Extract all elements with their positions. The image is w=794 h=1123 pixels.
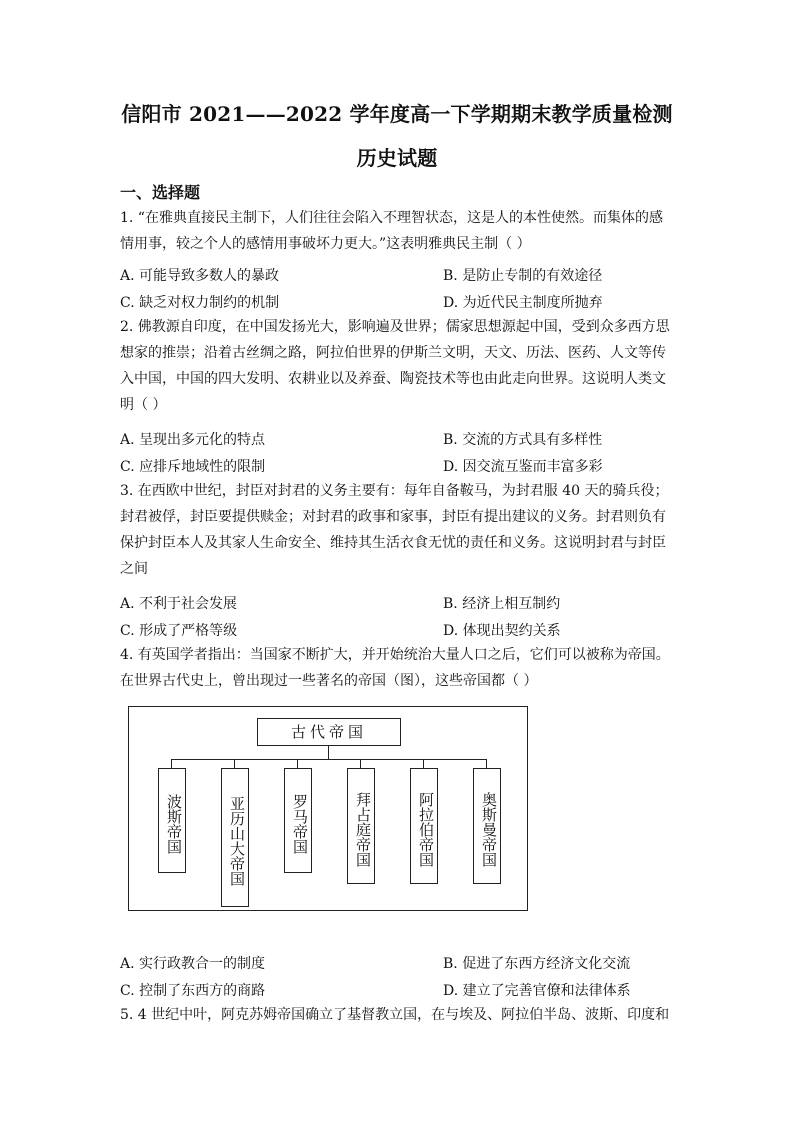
option-a: A. 实行政教合一的制度	[120, 956, 266, 972]
question-line: 3. 在西欧中世纪，封臣对封君的义务主要有：每年自备鞍马，为封君服 40 天的骑兵役；	[120, 483, 669, 499]
connector-line	[486, 759, 487, 768]
empire-box-roman: 罗马帝国	[284, 768, 312, 873]
question-line: 4. 有英国学者指出：当国家不断扩大，并开始统治大量人口之后，它们可以被称为帝国。	[120, 647, 670, 663]
connector-line	[360, 759, 361, 768]
connector-line	[171, 759, 486, 760]
question-1-text	[120, 205, 663, 257]
option-b: B. 交流的方式具有多样性	[443, 432, 603, 448]
empire-box-ottoman: 奥斯曼帝国	[473, 768, 501, 884]
option-c: C. 形成了严格等级	[120, 623, 238, 639]
question-2-text	[120, 314, 670, 418]
section-heading: 一、选择题	[120, 183, 201, 202]
option-a: A. 不利于社会发展	[120, 596, 238, 612]
option-c: C. 控制了东西方的商路	[120, 983, 266, 999]
option-a: A. 可能导致多数人的暴政	[120, 268, 280, 284]
option-d: D. 为近代民主制度所抛弃	[443, 295, 603, 311]
question-line: 想家的推崇；沿着古丝绸之路，阿拉伯世界的伊斯兰文明，天文、历法、医药、人文等传	[120, 345, 666, 361]
question-3-text	[120, 478, 669, 582]
empire-box-persian: 波斯帝国	[158, 768, 186, 873]
option-c: C. 应排斥地域性的限制	[120, 459, 266, 475]
option-b: B. 经济上相互制约	[443, 596, 561, 612]
connector-line	[423, 759, 424, 768]
empire-box-arab: 阿拉伯帝国	[410, 768, 438, 884]
option-d: D. 体现出契约关系	[443, 623, 561, 639]
connector-line	[234, 759, 235, 768]
question-line: 2. 佛教源自印度，在中国发扬光大，影响遍及世界；儒家思想源起中国，受到众多西方思	[120, 319, 670, 335]
connector-line	[171, 759, 172, 768]
option-d: D. 因交流互鉴而丰富多彩	[443, 459, 603, 475]
question-line: 之间	[120, 561, 148, 577]
question-line: 封君被俘，封臣要提供赎金；对封君的政事和家事，封臣有提出建议的义务。封君则负有	[120, 509, 666, 525]
question-line: 入中国，中国的四大发明、农耕业以及养蚕、陶瓷技术等也由此走向世界。这说明人类文	[120, 371, 666, 387]
question-line: 情用事，较之个人的感情用事破坏力更大。”这表明雅典民主制（ ）	[120, 236, 531, 252]
option-b: B. 促进了东西方经济文化交流	[443, 956, 631, 972]
title-line-2: 历史试题	[356, 146, 438, 170]
connector-line	[297, 759, 298, 768]
title-line-1: 信阳市 2021——2022 学年度高一下学期期末教学质量检测	[121, 102, 673, 126]
question-line: 1. “在雅典直接民主制下，人们往往会陷入不理智状态，这是人的本性使然。而集体的感	[120, 210, 663, 226]
question-line: 保护封臣本人及其家人生命安全、维持其生活衣食无忧的责任和义务。这说明封君与封臣	[120, 535, 666, 551]
question-line: 明（ ）	[120, 397, 167, 413]
question-5-text	[120, 1002, 669, 1028]
diagram-root-box: 古代帝国	[257, 718, 401, 746]
connector-line	[328, 746, 329, 759]
option-c: C. 缺乏对权力制约的机制	[120, 295, 280, 311]
option-a: A. 呈现出多元化的特点	[120, 432, 266, 448]
question-4-text	[120, 642, 670, 694]
option-d: D. 建立了完善官僚和法律体系	[443, 983, 631, 999]
empire-box-byzantine: 拜占庭帝国	[347, 768, 375, 884]
empire-diagram	[128, 706, 528, 911]
question-line: 在世界古代史上，曾出现过一些著名的帝国（图），这些帝国都（ ）	[120, 673, 538, 689]
empire-box-alexander: 亚历山大帝国	[221, 768, 249, 907]
question-line: 5. 4 世纪中叶，阿克苏姆帝国确立了基督教立国，在与埃及、阿拉伯半岛、波斯、印度和	[120, 1007, 670, 1023]
option-b: B. 是防止专制的有效途径	[443, 268, 603, 284]
